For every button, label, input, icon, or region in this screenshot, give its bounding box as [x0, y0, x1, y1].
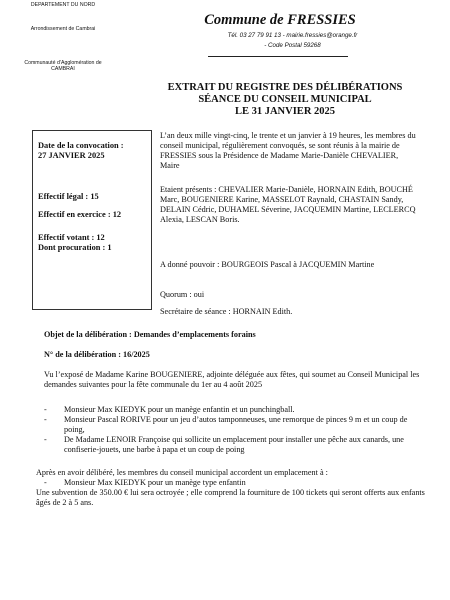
intro-paragraph: L’an deux mille vingt-cinq, le trente et un janvier à 19 heures, les membres du conseil municipal, régulièrement convoqués, se sont réunis à la mairie de FRESSIES sous la Présidence de Madame Marie-Danièle CHEVALIER, Maire [160, 131, 416, 170]
agglomeration-label: Communauté d’Agglomération de CAMBRAI [24, 60, 102, 73]
title-line-2: SÉANCE DU CONSEIL MUNICIPAL [198, 94, 372, 105]
decision-intro: Après en avoir délibéré, les membres du conseil municipal accordent un emplacement à : [36, 468, 328, 477]
commune-title: Commune de FRESSIES [204, 12, 356, 28]
subvention-paragraph: Une subvention de 350.00 € lui sera octroyée ; elle comprend la fourniture de 100 tickets qui seront offerts aux enfants âgés de 2 à 5 ans. [36, 488, 425, 507]
contact-line: Tél. 03 27 79 91 13 - mairie.fressies@orange.fr [227, 32, 358, 39]
convocation-label: Date de la convocation : [38, 141, 124, 150]
list-item: - Monsieur Max KIEDYK pour un manège enfantin et un punchingball. [36, 405, 426, 415]
list-item: - Monsieur Pascal RORIVE pour un jeu d’autos tamponneuses, une remorque de pinces 9 m et un coup de poing, [36, 415, 426, 435]
title-line-1: EXTRAIT DU REGISTRE DES DÉLIBÉRATIONS [167, 82, 403, 93]
effectif-exercice: Effectif en exercice : 12 [38, 210, 122, 219]
deliberation-number: N° de la délibération : 16/2025 [44, 350, 150, 359]
pouvoir-line: A donné pouvoir : BOURGEOIS Pascal à JACQUEMIN Martine [160, 260, 375, 269]
postal-code-line: - Code Postal 59268 [264, 42, 321, 49]
list-item: - De Madame LENOIR Françoise qui sollicite un emplacement pour installer une pêche aux canards, une confiserie-jouets, une barbe à papa et un coup de poing [36, 435, 426, 455]
requests-list [36, 405, 426, 455]
dont-procuration: Dont procuration : 1 [38, 243, 112, 252]
presents-paragraph: Etaient présents : CHEVALIER Marie-Danièle, HORNAIN Edith, BOUCHÉ Marc, BOUGENIERE Karine, MASSELOT Raynald, CHASTAIN Sandy, DELAIN Cédric, DUHAMEL Séverine, JACQUEMIN Martine, LECLERCQ Alexia, LESCAN Boris. [160, 185, 416, 224]
deliberation-subject: Objet de la délibération : Demandes d’emplacements forains [44, 330, 256, 339]
list-item: - Monsieur Max KIEDYK pour un manège type enfantin [36, 478, 426, 488]
expose-paragraph: Vu l’exposé de Madame Karine BOUGENIERE, adjointe déléguée aux fêtes, qui soumet au Conseil Municipal les demandes suivantes pour la fête communale du 1er au 4 août 2025 [44, 370, 420, 389]
session-info-box [32, 130, 152, 310]
arrondissement-label: Arrondissement de Cambrai [30, 26, 96, 32]
granted-list [36, 478, 426, 488]
convocation-date: 27 JANVIER 2025 [38, 151, 105, 160]
header-divider [208, 56, 348, 57]
title-line-3: LE 31 JANVIER 2025 [234, 106, 336, 117]
department-label: DEPARTEMENT DU NORD [30, 2, 96, 8]
quorum-line: Quorum : oui [160, 290, 205, 299]
effectif-votant: Effectif votant : 12 [38, 233, 105, 242]
secretaire-line: Secrétaire de séance : HORNAIN Edith. [160, 307, 293, 316]
effectif-legal: Effectif légal : 15 [38, 192, 99, 201]
